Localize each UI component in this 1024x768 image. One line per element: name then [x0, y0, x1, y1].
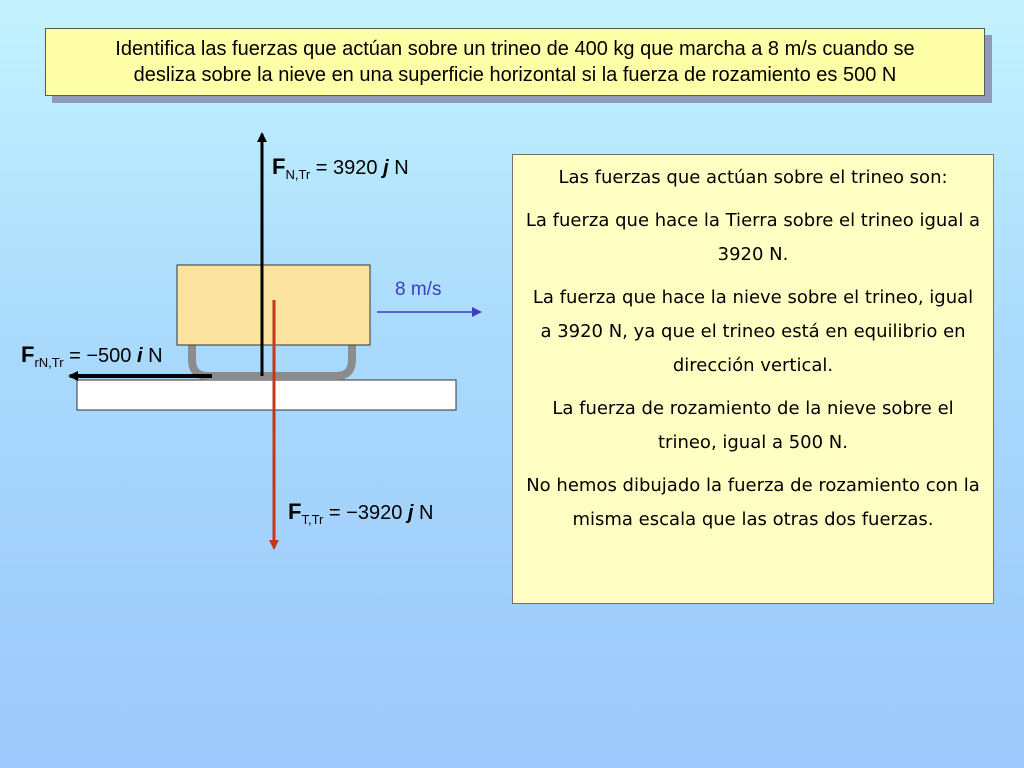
explanation-paragraph: Las fuerzas que actúan sobre el trineo son: — [558, 167, 948, 188]
problem-line-2: desliza sobre la nieve en una superficie horizontal si la fuerza de rozamiento es 500 N — [133, 64, 897, 86]
sled-runner — [192, 346, 352, 376]
explanation-paragraph: La fuerza que hace la Tierra sobre el trineo igual a 3920 N. — [525, 210, 981, 265]
normal-force-label: $F_{N,Tr} = 3920$ j N — [272, 154, 409, 182]
explanation-box — [512, 154, 994, 604]
explanation-paragraph: La fuerza que hace la nieve sobre el trineo, igual a 3920 N, ya que el trineo está en equilibrio en dirección vertical. — [532, 287, 974, 376]
explanation-paragraph: La fuerza de rozamiento de la nieve sobre el trineo, igual a 500 N. — [552, 398, 954, 453]
friction-force-label: $F_{rN,Tr} = -500$ i N — [21, 342, 163, 370]
snow-surface — [77, 380, 456, 410]
speed-label: 8 m/s — [395, 279, 442, 300]
weight-force-label: $F_{T,Tr} = -3920$ j N — [288, 499, 434, 527]
explanation-paragraph: No hemos dibujado la fuerza de rozamiento con la misma escala que las otras dos fuerzas. — [526, 475, 980, 530]
problem-line-1: Identifica las fuerzas que actúan sobre un trineo de 400 kg que marcha a 8 m/s cuando se — [115, 38, 915, 60]
